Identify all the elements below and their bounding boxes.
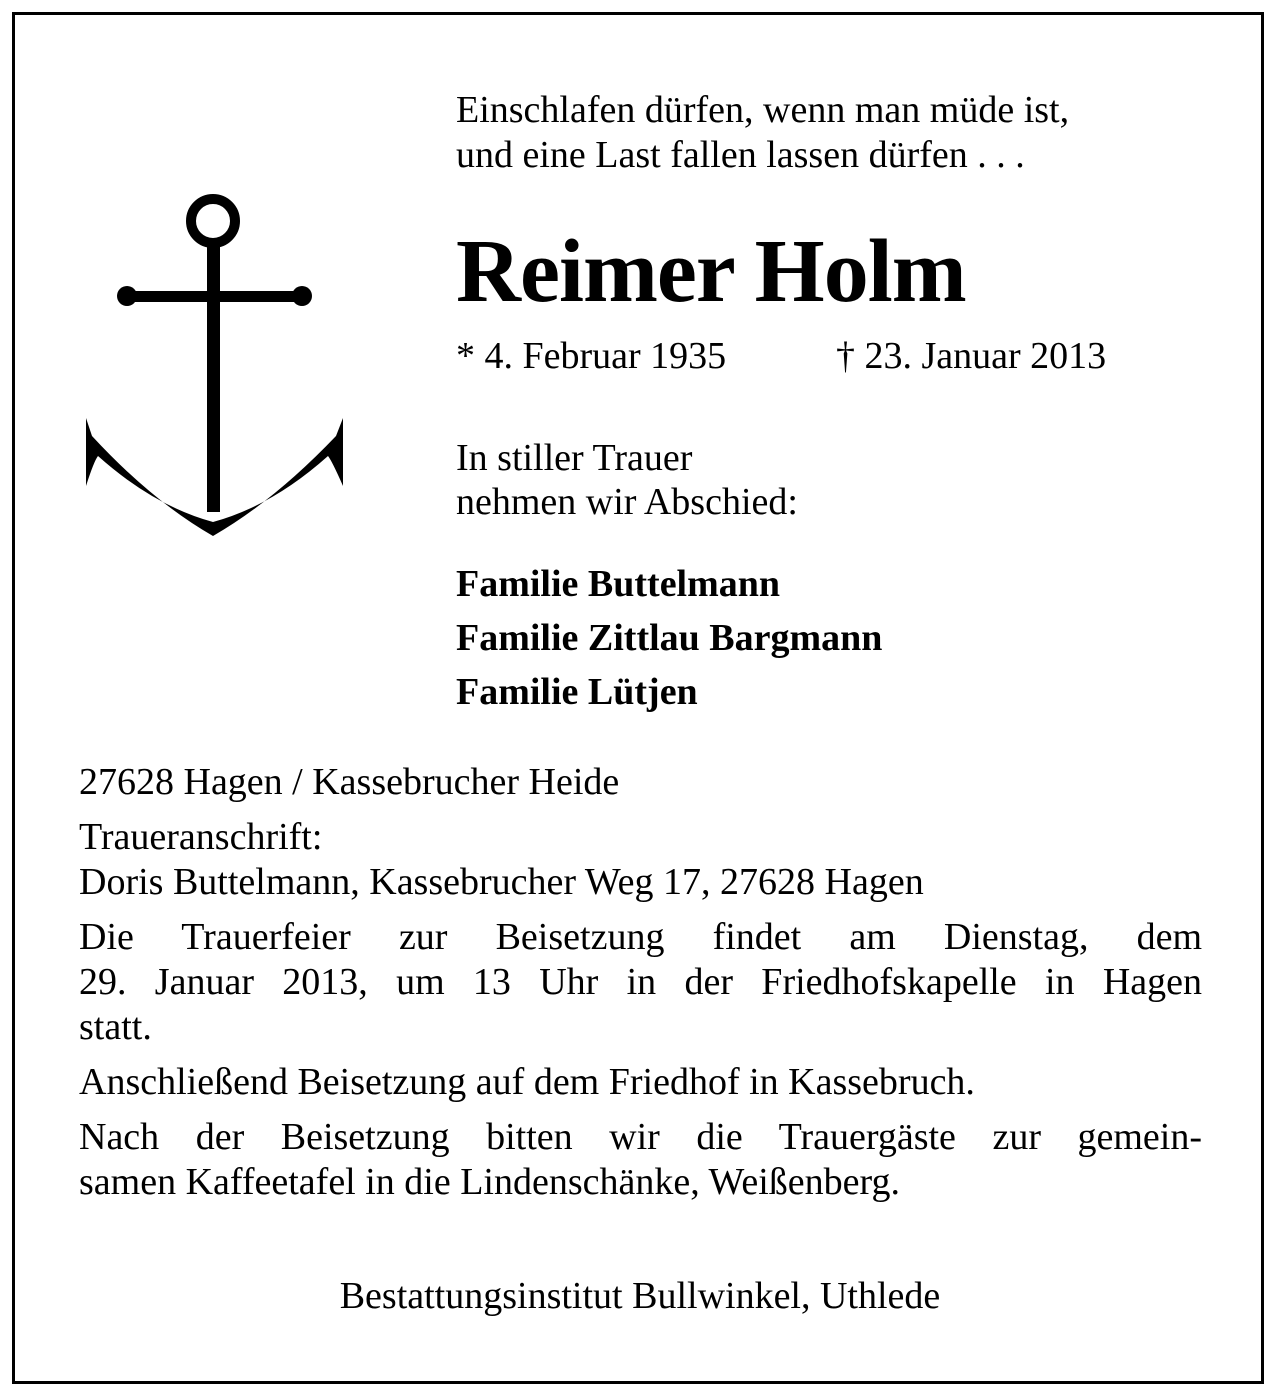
family-list xyxy=(456,557,882,719)
family-name: Familie Buttelmann xyxy=(456,563,781,605)
family-name: Familie Zittlau Bargmann xyxy=(456,617,883,659)
mourning-line: In stiller Trauer xyxy=(456,437,693,479)
deceased-name: Reimer Holm xyxy=(456,222,966,321)
ceremony-line: Die Trauerfeier zur Beisetzung findet am Dienstag, dem xyxy=(79,916,1202,958)
obituary-details xyxy=(79,760,1202,1205)
ceremony-line: statt. xyxy=(79,1006,152,1048)
reception-line: Nach der Beisetzung bitten wir die Trauergäste zur gemein- xyxy=(79,1116,1202,1158)
burial-note: Anschließend Beisetzung auf dem Friedhof in Kassebruch. xyxy=(79,1061,975,1103)
ceremony-line: 29. Januar 2013, um 13 Uhr in der Friedhofskapelle in Hagen xyxy=(79,961,1203,1003)
life-dates xyxy=(456,334,1107,379)
verse xyxy=(456,88,1069,178)
ceremony-paragraph xyxy=(79,915,1202,1050)
death-date: † 23. Januar 2013 xyxy=(836,335,1107,377)
birth-date: * 4. Februar 1935 xyxy=(456,335,727,377)
mourning-line: nehmen wir Abschied: xyxy=(456,481,798,523)
undertaker: Bestattungsinstitut Bullwinkel, Uthlede xyxy=(339,1275,941,1317)
reception-paragraph xyxy=(79,1115,1202,1205)
anchor-icon xyxy=(82,186,348,542)
verse-line: Einschlafen dürfen, wenn man müde ist, xyxy=(456,89,1070,131)
location: 27628 Hagen / Kassebrucher Heide xyxy=(79,761,620,803)
verse-line: und eine Last fallen lassen dürfen . . . xyxy=(456,134,1025,176)
family-name: Familie Lütjen xyxy=(456,671,698,713)
mourning-text xyxy=(456,436,798,524)
mourning-address: Doris Buttelmann, Kassebrucher Weg 17, 27628 Hagen xyxy=(79,861,924,903)
reception-line: samen Kaffeetafel in die Lindenschänke, Weißenberg. xyxy=(79,1161,901,1203)
address-label: Traueranschrift: xyxy=(79,816,323,858)
